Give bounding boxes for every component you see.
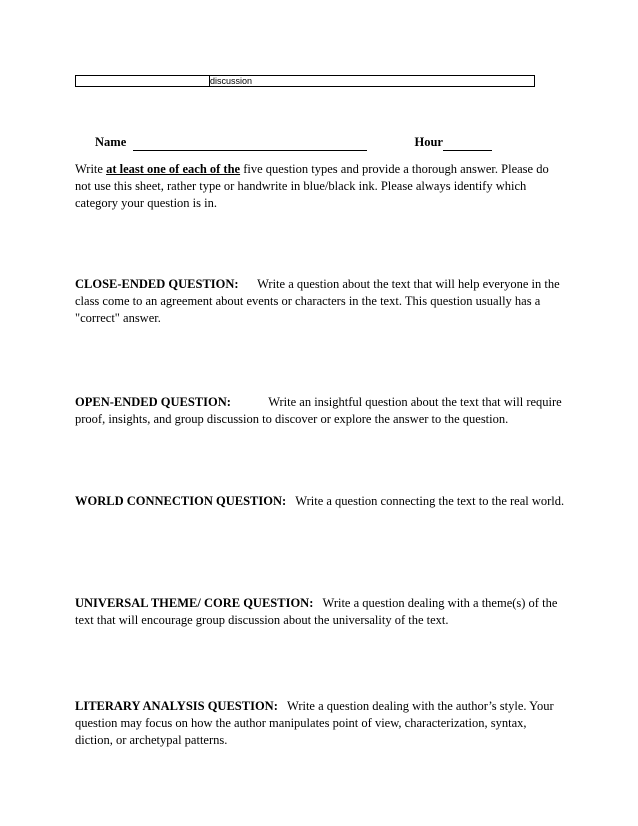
section-heading: CLOSE-ENDED QUESTION: — [75, 277, 239, 291]
section-open-ended — [75, 394, 565, 428]
section-heading: OPEN-ENDED QUESTION: — [75, 395, 231, 409]
header-box-text: discussion — [210, 76, 253, 86]
section-heading: UNIVERSAL THEME/ CORE QUESTION: — [75, 596, 314, 610]
name-hour-line — [95, 134, 515, 150]
heading-spacer — [313, 596, 322, 610]
section-world-connection — [75, 493, 565, 510]
section-body: Write an insightful question about the text that will require proof, insights, and group discussion to discover or explore the answer to the question. — [75, 395, 562, 426]
intro-emphasis: at least one of each of the — [106, 162, 241, 176]
header-box — [75, 75, 535, 87]
heading-spacer — [231, 395, 268, 409]
intro-prefix: Write — [75, 162, 107, 176]
section-heading: LITERARY ANALYSIS QUESTION: — [75, 699, 278, 713]
section-heading: WORLD CONNECTION QUESTION: — [75, 494, 287, 508]
section-body: Write a question dealing with a theme(s) of the text that will encourage group discussion about the universality of the text. — [75, 596, 558, 627]
intro-paragraph — [75, 161, 565, 212]
heading-spacer — [239, 277, 258, 291]
section-universal-theme — [75, 595, 565, 629]
heading-spacer — [278, 699, 287, 713]
section-literary-analysis — [75, 698, 565, 749]
name-label: Name — [95, 135, 127, 149]
section-close-ended — [75, 276, 565, 327]
name-blank[interactable] — [133, 138, 367, 151]
hour-label: Hour — [414, 135, 443, 149]
hour-blank[interactable] — [443, 138, 492, 151]
intro-rest: five question types and provide a thorough answer. Please do not use this sheet, rather type or handwrite in blue/black ink. Please always identify which category your question is in. — [75, 162, 549, 210]
section-body: Write a question about the text that will help everyone in the class come to an agreement about events or characters in the text. This question usually has a "correct" answer. — [75, 277, 560, 325]
heading-spacer — [286, 494, 295, 508]
section-body: Write a question dealing with the author’s style. Your question may focus on how the author manipulates point of view, characterization, syntax, diction, or archetypal patterns. — [75, 699, 554, 747]
section-body: Write a question connecting the text to the real world. — [295, 494, 565, 508]
